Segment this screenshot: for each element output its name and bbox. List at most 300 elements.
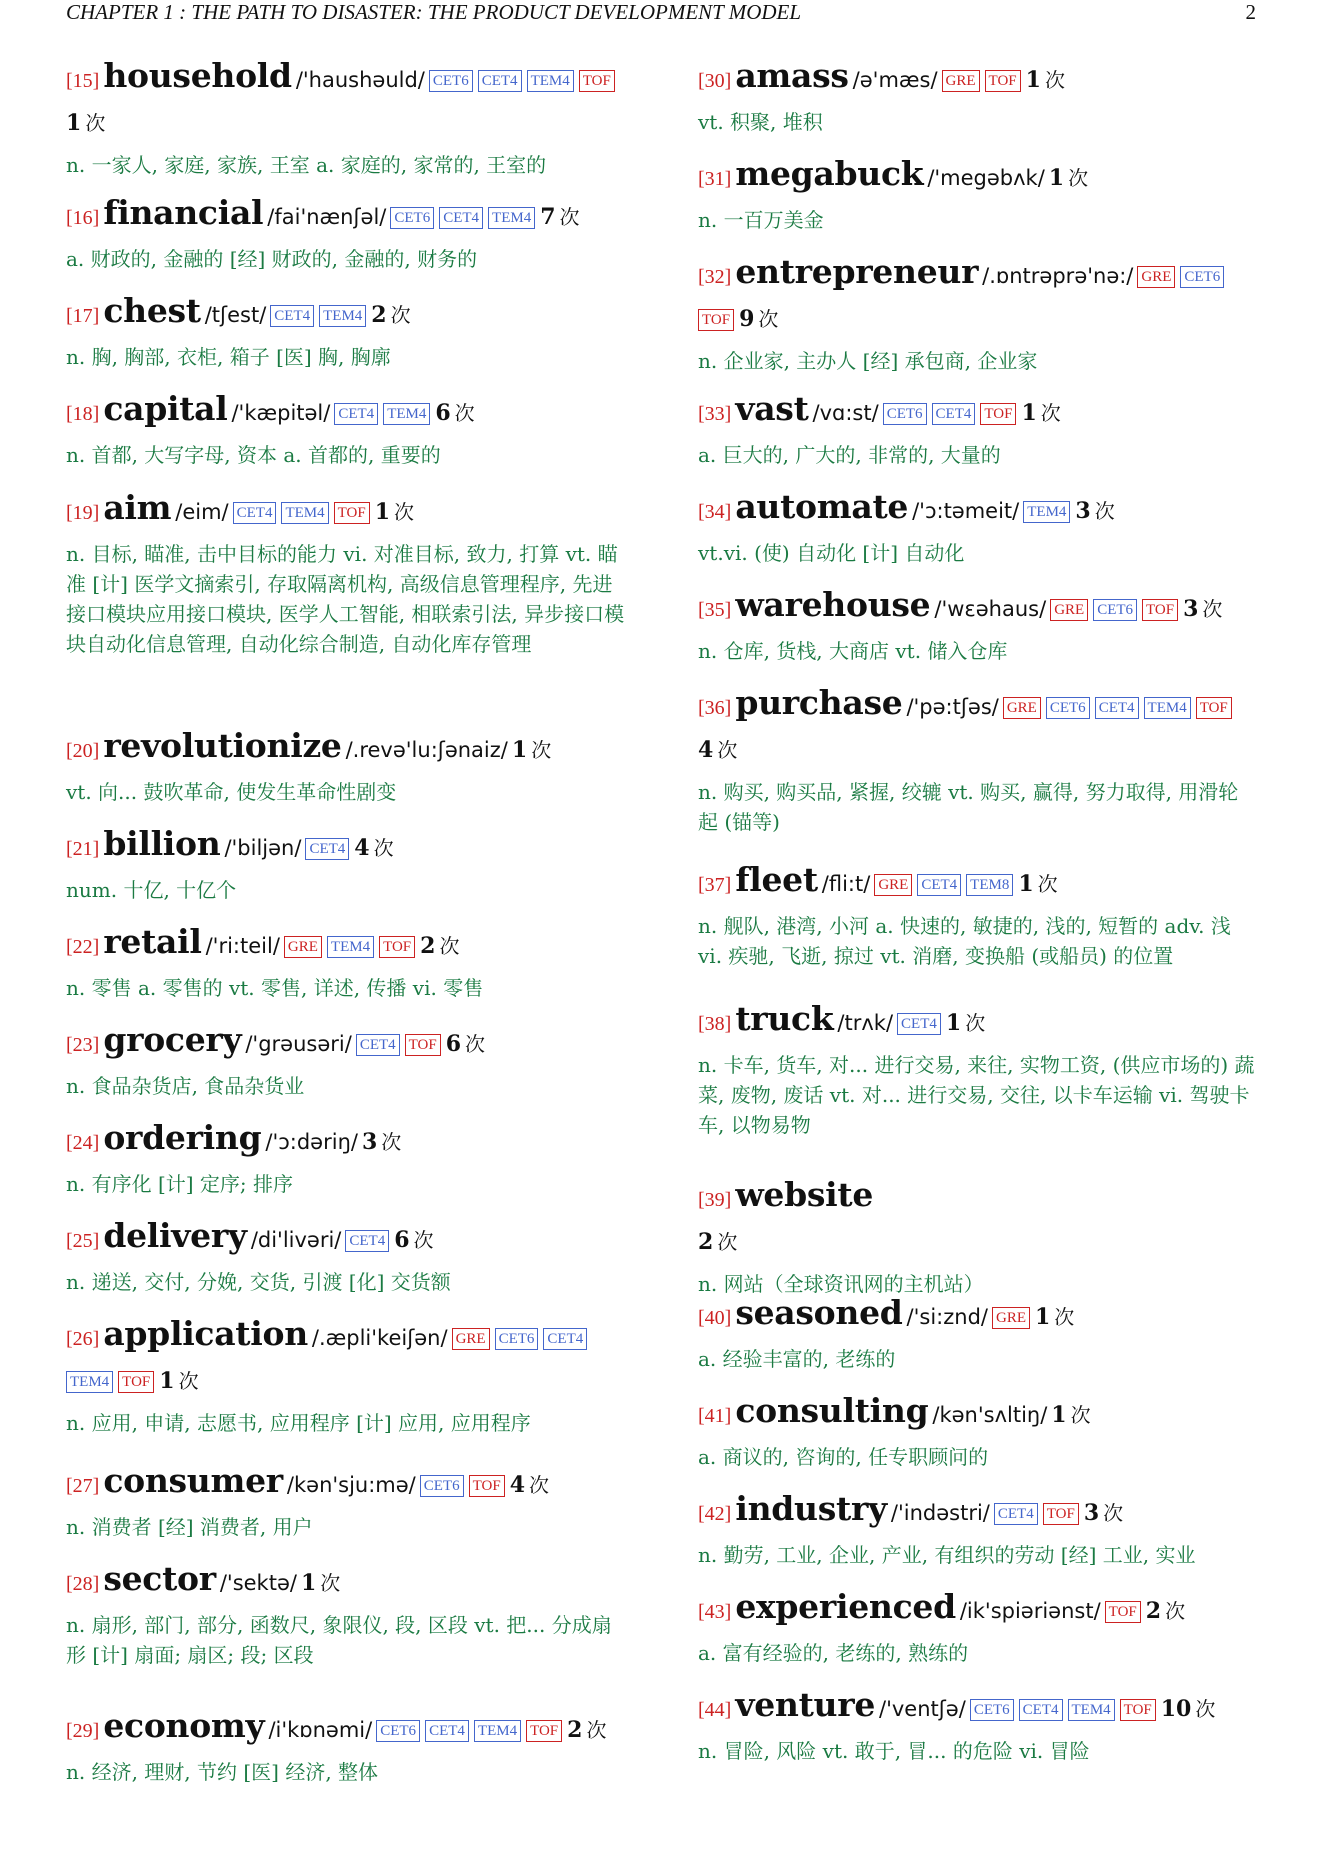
phonetic: /fli:t/ — [821, 872, 871, 896]
definition: n. 一百万美金 — [698, 208, 824, 232]
entry-number: [32] — [698, 266, 732, 288]
headword: amass — [735, 56, 849, 95]
vocab-entry — [66, 1316, 626, 1438]
definition: n. 卡车, 货车, 对... 进行交易, 来往, 实物工资, (供应市场的) 蔬菜, 废物, 废话 vt. 对... 进行交易, 交往, 以卡车运输 vi. 驾驶卡车, 以物易物 — [698, 1053, 1255, 1137]
exam-tag: TOF — [405, 1034, 441, 1056]
exam-tag: CET6 — [1180, 266, 1224, 288]
entry-number: [30] — [698, 70, 732, 92]
occurrence-suffix: 次 — [717, 1230, 738, 1254]
phonetic: /trʌk/ — [837, 1011, 894, 1035]
headword: retail — [103, 922, 202, 961]
occurrence-count: 6 — [445, 1031, 462, 1057]
entry-number: [20] — [66, 740, 100, 762]
occurrence-suffix: 次 — [454, 401, 475, 425]
definition: n. 网站（全球资讯网的主机站） — [698, 1272, 984, 1296]
headword: revolutionize — [103, 726, 342, 765]
page-number: 2 — [1245, 0, 1256, 24]
exam-tag: CET6 — [883, 403, 927, 425]
exam-tag: TOF — [1142, 599, 1178, 621]
phonetic: /'sektə/ — [219, 1571, 297, 1595]
headword: venture — [735, 1685, 876, 1724]
exam-tag: CET4 — [345, 1230, 389, 1252]
exam-tag: CET4 — [425, 1720, 469, 1742]
exam-tag: CET6 — [420, 1475, 464, 1497]
definition: n. 经济, 理财, 节约 [医] 经济, 整体 — [66, 1760, 379, 1784]
exam-tag: TEM4 — [1144, 697, 1191, 719]
phonetic: /'megəbʌk/ — [927, 166, 1045, 190]
definition: a. 经验丰富的, 老练的 — [698, 1347, 896, 1371]
definition: n. 消费者 [经] 消费者, 用户 — [66, 1515, 313, 1539]
entry-headline — [66, 391, 626, 438]
entry-number: [24] — [66, 1132, 100, 1154]
occurrence-count: 1 — [945, 1010, 962, 1036]
exam-tag: TEM4 — [383, 403, 430, 425]
definition: n. 仓库, 货栈, 大商店 vt. 储入仓库 — [698, 639, 1008, 663]
entry-headline — [698, 1687, 1258, 1734]
occurrence-suffix: 次 — [1195, 1697, 1216, 1721]
entry-number: [21] — [66, 838, 100, 860]
headword: vast — [735, 389, 809, 428]
entry-headline — [66, 728, 626, 775]
exam-tag: TEM4 — [327, 936, 374, 958]
vocab-entry — [698, 391, 1258, 470]
definition: n. 一家人, 家庭, 家族, 王室 a. 家庭的, 家常的, 王室的 — [66, 153, 547, 177]
phonetic: /kən'sju:mə/ — [286, 1473, 416, 1497]
entry-number: [27] — [66, 1475, 100, 1497]
entry-headline — [66, 924, 626, 971]
headword: sector — [103, 1559, 216, 1598]
headword: entrepreneur — [735, 252, 979, 291]
entry-headline — [698, 587, 1258, 634]
phonetic: /'biljən/ — [224, 836, 302, 860]
headword: automate — [735, 487, 909, 526]
phonetic: /'pə:tʃəs/ — [906, 695, 999, 719]
occurrence-suffix: 次 — [1068, 166, 1089, 190]
vocab-entry — [66, 1120, 626, 1199]
entry-number: [16] — [66, 207, 100, 229]
exam-tag: CET4 — [478, 70, 522, 92]
definition: n. 舰队, 港湾, 小河 a. 快速的, 敏捷的, 浅的, 短暂的 adv. 浅 vi. 疾驰, 飞逝, 掠过 vt. 消磨, 变换船 (或船员) 的位置 — [698, 914, 1231, 968]
occurrence-suffix: 次 — [1054, 1305, 1075, 1329]
occurrence-suffix: 次 — [1044, 68, 1065, 92]
entry-headline — [66, 826, 626, 873]
occurrence-suffix: 次 — [1070, 1403, 1091, 1427]
entry-number: [29] — [66, 1720, 100, 1742]
vocab-entry — [66, 1708, 626, 1787]
exam-tag: GRE — [452, 1328, 490, 1350]
entry-number: [43] — [698, 1601, 732, 1623]
exam-tag: TOF — [118, 1371, 154, 1393]
headword: chest — [103, 291, 201, 330]
phonetic: /'kæpitəl/ — [231, 401, 331, 425]
exam-tag: CET4 — [334, 403, 378, 425]
entry-number: [41] — [698, 1405, 732, 1427]
vocab-entry — [698, 1001, 1258, 1140]
running-header — [66, 0, 1256, 24]
exam-tag: CET4 — [1019, 1699, 1063, 1721]
phonetic: /kən'sʌltiŋ/ — [932, 1403, 1048, 1427]
vocab-entry — [66, 924, 626, 1003]
exam-tag: CET4 — [356, 1034, 400, 1056]
phonetic: /vɑ:st/ — [812, 401, 879, 425]
headword: application — [103, 1314, 308, 1353]
entry-number: [25] — [66, 1230, 100, 1252]
vocab-entry — [698, 587, 1258, 666]
headword: industry — [735, 1489, 887, 1528]
occurrence-count: 2 — [698, 1229, 714, 1255]
occurrence-count: 1 — [1051, 1402, 1067, 1428]
vocab-entry — [698, 1295, 1258, 1374]
exam-tag: TOF — [980, 403, 1016, 425]
entry-number: [36] — [698, 697, 732, 719]
definition: n. 胸, 胸部, 衣柜, 箱子 [医] 胸, 胸廓 — [66, 345, 391, 369]
entry-number: [35] — [698, 599, 732, 621]
definition: a. 富有经验的, 老练的, 熟练的 — [698, 1641, 969, 1665]
occurrence-count: 3 — [1075, 498, 1091, 524]
occurrence-count: 7 — [540, 204, 556, 230]
exam-tag: TEM4 — [488, 207, 535, 229]
headword: experienced — [735, 1587, 956, 1626]
entry-number: [42] — [698, 1503, 732, 1525]
definition: n. 零售 a. 零售的 vt. 零售, 详述, 传播 vi. 零售 — [66, 976, 484, 1000]
occurrence-count: 1 — [1025, 67, 1041, 93]
occurrence-count: 10 — [1160, 1696, 1192, 1722]
entry-headline — [698, 1491, 1258, 1538]
entry-headline — [698, 1177, 1258, 1267]
phonetic: /'ɔ:təmeit/ — [912, 499, 1020, 523]
exam-tag: TEM4 — [319, 305, 366, 327]
headword: website — [735, 1175, 874, 1214]
entry-headline — [66, 1022, 626, 1069]
entry-headline — [698, 391, 1258, 438]
exam-tag: GRE — [992, 1307, 1030, 1329]
exam-tag: TOF — [1196, 697, 1232, 719]
occurrence-count: 1 — [66, 110, 82, 136]
occurrence-count: 3 — [1083, 1500, 1100, 1526]
headword: purchase — [735, 683, 903, 722]
definition: a. 巨大的, 广大的, 非常的, 大量的 — [698, 443, 1001, 467]
occurrence-suffix: 次 — [381, 1130, 402, 1154]
definition: vt. 积聚, 堆积 — [698, 110, 823, 134]
occurrence-suffix: 次 — [1094, 499, 1115, 523]
occurrence-suffix: 次 — [559, 205, 580, 229]
entry-headline — [66, 58, 626, 148]
vocab-entry — [66, 1218, 626, 1297]
occurrence-suffix: 次 — [586, 1718, 607, 1742]
entry-headline — [698, 58, 1258, 105]
definition: a. 财政的, 金融的 [经] 财政的, 金融的, 财务的 — [66, 247, 478, 271]
exam-tag: TEM4 — [1023, 501, 1070, 523]
vocab-entry — [66, 293, 626, 372]
vocab-entry — [66, 391, 626, 470]
definition: n. 递送, 交付, 分娩, 交货, 引渡 [化] 交货额 — [66, 1270, 451, 1294]
exam-tag: TOF — [526, 1720, 562, 1742]
entry-headline — [66, 1708, 626, 1755]
entry-number: [37] — [698, 874, 732, 896]
occurrence-count: 9 — [739, 306, 755, 332]
occurrence-suffix: 次 — [1037, 872, 1058, 896]
headword: capital — [103, 389, 228, 428]
exam-tag: TOF — [334, 502, 370, 524]
occurrence-suffix: 次 — [531, 738, 552, 762]
occurrence-count: 1 — [1018, 871, 1034, 897]
phonetic: /ə'mæs/ — [852, 68, 938, 92]
exam-tag: GRE — [942, 70, 980, 92]
exam-tag: CET4 — [305, 838, 349, 860]
vocab-entry — [698, 1491, 1258, 1570]
entry-number: [40] — [698, 1307, 732, 1329]
occurrence-count: 4 — [698, 737, 714, 763]
headword: megabuck — [735, 154, 924, 193]
phonetic: /'haushəuld/ — [295, 68, 425, 92]
exam-tag: CET4 — [270, 305, 314, 327]
definition: n. 目标, 瞄准, 击中目标的能力 vi. 对准目标, 致力, 打算 vt. 瞄准 [计] 医学文摘索引, 存取隔离机构, 高级信息管理程序, 先进接口模块应用接口模块, 医学人工智能, 相联索引法, 异步接口模块自动化信息管理, 自动化综合制造, 自动化库存管理 — [66, 542, 625, 656]
occurrence-suffix: 次 — [1040, 401, 1061, 425]
entry-number: [22] — [66, 936, 100, 958]
exam-tag: TEM4 — [474, 1720, 521, 1742]
phonetic: /'ɔ:dəriŋ/ — [265, 1130, 358, 1154]
vocab-entry — [66, 195, 626, 274]
vocab-entry — [66, 728, 626, 807]
exam-tag: TEM4 — [527, 70, 574, 92]
entry-number: [15] — [66, 70, 100, 92]
phonetic: /.revə'lu:ʃənaiz/ — [345, 738, 508, 762]
entry-headline — [66, 490, 626, 537]
definition: n. 扇形, 部门, 部分, 函数尺, 象限仪, 段, 区段 vt. 把... 分成扇形 [计] 扇面; 扇区; 段; 区段 — [66, 1613, 612, 1667]
occurrence-suffix: 次 — [1202, 597, 1223, 621]
occurrence-suffix: 次 — [85, 111, 106, 135]
phonetic: /ik'spiəriənst/ — [959, 1599, 1101, 1623]
vocab-entry — [698, 58, 1258, 137]
entry-headline — [698, 156, 1258, 203]
definition: num. 十亿, 十亿个 — [66, 878, 237, 902]
entry-headline — [698, 862, 1258, 909]
vocab-entry — [66, 1463, 626, 1542]
occurrence-suffix: 次 — [439, 934, 460, 958]
phonetic: /.æpli'keiʃən/ — [311, 1326, 448, 1350]
entry-headline — [66, 1561, 626, 1608]
exam-tag: GRE — [1050, 599, 1088, 621]
exam-tag: GRE — [284, 936, 322, 958]
entry-number: [23] — [66, 1034, 100, 1056]
occurrence-count: 2 — [1145, 1598, 1162, 1624]
entry-headline — [698, 1295, 1258, 1342]
vocab-entry — [66, 1561, 626, 1670]
occurrence-count: 2 — [567, 1717, 583, 1743]
entry-headline — [66, 195, 626, 242]
exam-tag: GRE — [1137, 266, 1175, 288]
entry-headline — [66, 1120, 626, 1167]
headword: seasoned — [735, 1293, 903, 1332]
exam-tag: CET6 — [495, 1328, 539, 1350]
occurrence-count: 2 — [420, 933, 436, 959]
exam-tag: TOF — [698, 309, 734, 331]
headword: delivery — [103, 1216, 247, 1255]
occurrence-count: 1 — [159, 1368, 175, 1394]
occurrence-count: 2 — [371, 302, 387, 328]
vocab-entry — [698, 156, 1258, 235]
definition: n. 食品杂货店, 食品杂货业 — [66, 1074, 305, 1098]
definition: a. 商议的, 咨询的, 任专职顾问的 — [698, 1445, 989, 1469]
exam-tag: TOF — [1105, 1601, 1141, 1623]
occurrence-count: 1 — [511, 737, 528, 763]
entry-headline — [698, 1001, 1258, 1048]
vocab-entry — [66, 1022, 626, 1101]
exam-tag: CET6 — [1046, 697, 1090, 719]
exam-tag: CET4 — [1095, 697, 1139, 719]
occurrence-count: 1 — [374, 499, 391, 525]
headword: consumer — [103, 1461, 283, 1500]
entry-number: [18] — [66, 403, 100, 425]
exam-tag: CET4 — [439, 207, 483, 229]
exam-tag: CET6 — [970, 1699, 1014, 1721]
headword: truck — [735, 999, 834, 1038]
headword: fleet — [735, 860, 818, 899]
headword: household — [103, 56, 292, 95]
occurrence-suffix: 次 — [965, 1011, 986, 1035]
definition: n. 冒险, 风险 vt. 敢于, 冒... 的危险 vi. 冒险 — [698, 1739, 1090, 1763]
exam-tag: CET4 — [233, 502, 277, 524]
exam-tag: CET6 — [1093, 599, 1137, 621]
headword: aim — [103, 488, 172, 527]
phonetic: /'wεəhaus/ — [934, 597, 1047, 621]
exam-tag: CET6 — [376, 1720, 420, 1742]
phonetic: /di'livəri/ — [250, 1228, 342, 1252]
exam-tag: TOF — [379, 936, 415, 958]
entry-number: [19] — [66, 502, 100, 524]
vocab-entry — [66, 826, 626, 905]
occurrence-count: 1 — [1034, 1304, 1051, 1330]
entry-headline — [66, 1463, 626, 1510]
entry-number: [44] — [698, 1699, 732, 1721]
entry-headline — [698, 685, 1258, 775]
definition: n. 有序化 [计] 定序; 排序 — [66, 1172, 294, 1196]
exam-tag: TEM4 — [1068, 1699, 1115, 1721]
occurrence-suffix: 次 — [1103, 1501, 1124, 1525]
phonetic: /'ri:teil/ — [205, 934, 280, 958]
exam-tag: CET4 — [994, 1503, 1038, 1525]
exam-tag: CET6 — [390, 207, 434, 229]
occurrence-suffix: 次 — [465, 1032, 486, 1056]
headword: billion — [103, 824, 221, 863]
definition: n. 应用, 申请, 志愿书, 应用程序 [计] 应用, 应用程序 — [66, 1411, 531, 1435]
entry-headline — [698, 254, 1258, 344]
occurrence-suffix: 次 — [373, 836, 394, 860]
phonetic: /fai'nænʃəl/ — [267, 205, 387, 229]
exam-tag: TEM8 — [966, 874, 1013, 896]
occurrence-suffix: 次 — [758, 307, 779, 331]
exam-tag: CET4 — [897, 1013, 941, 1035]
phonetic: /i'kɒnəmi/ — [268, 1718, 373, 1742]
entry-headline — [698, 489, 1258, 536]
headword: consulting — [735, 1391, 929, 1430]
vocab-entry — [698, 1177, 1258, 1299]
entry-headline — [66, 1316, 626, 1406]
vocab-entry — [698, 1687, 1258, 1766]
entry-headline — [698, 1393, 1258, 1440]
exam-tag: TEM4 — [66, 1371, 113, 1393]
phonetic: /'indəstri/ — [890, 1501, 990, 1525]
exam-tag: TOF — [1120, 1699, 1156, 1721]
phonetic: /eim/ — [175, 500, 229, 524]
occurrence-count: 3 — [1183, 596, 1199, 622]
phonetic: /'si:znd/ — [906, 1305, 988, 1329]
vocab-entry — [66, 490, 626, 659]
definition: n. 勤劳, 工业, 企业, 产业, 有组织的劳动 [经] 工业, 实业 — [698, 1543, 1196, 1567]
exam-tag: GRE — [874, 874, 912, 896]
exam-tag: CET4 — [917, 874, 961, 896]
headword: ordering — [103, 1118, 262, 1157]
phonetic: /.ɒntrəprə'nə:/ — [982, 264, 1134, 288]
occurrence-count: 4 — [509, 1472, 525, 1498]
vocab-entry — [698, 1589, 1258, 1668]
occurrence-count: 4 — [354, 835, 370, 861]
phonetic: /'grəusəri/ — [245, 1032, 352, 1056]
vocab-entry — [698, 685, 1258, 837]
occurrence-count: 1 — [1048, 165, 1065, 191]
entry-number: [33] — [698, 403, 732, 425]
definition: vt.vi. (使) 自动化 [计] 自动化 — [698, 541, 965, 565]
occurrence-count: 3 — [361, 1129, 378, 1155]
entry-number: [17] — [66, 305, 100, 327]
occurrence-count: 1 — [300, 1570, 317, 1596]
headword: warehouse — [735, 585, 931, 624]
definition: n. 购买, 购买品, 紧握, 绞辘 vt. 购买, 赢得, 努力取得, 用滑轮起 (锚等) — [698, 780, 1239, 834]
occurrence-suffix: 次 — [1165, 1599, 1186, 1623]
entry-headline — [66, 1218, 626, 1265]
headword: economy — [103, 1706, 265, 1745]
entry-number: [28] — [66, 1573, 100, 1595]
entry-number: [34] — [698, 501, 732, 523]
definition: n. 首都, 大写字母, 资本 a. 首都的, 重要的 — [66, 443, 441, 467]
exam-tag: TOF — [1043, 1503, 1079, 1525]
occurrence-suffix: 次 — [394, 500, 415, 524]
headword: financial — [103, 193, 264, 232]
vocab-entry — [698, 862, 1258, 971]
entry-headline — [698, 1589, 1258, 1636]
exam-tag: TOF — [469, 1475, 505, 1497]
exam-tag: TOF — [579, 70, 615, 92]
occurrence-suffix: 次 — [413, 1228, 434, 1252]
headword: grocery — [103, 1020, 242, 1059]
entry-number: [31] — [698, 168, 732, 190]
exam-tag: CET4 — [932, 403, 976, 425]
exam-tag: GRE — [1003, 697, 1041, 719]
occurrence-count: 6 — [394, 1227, 410, 1253]
exam-tag: CET6 — [429, 70, 473, 92]
entry-headline — [66, 293, 626, 340]
entry-number: [38] — [698, 1013, 732, 1035]
entry-number: [39] — [698, 1189, 732, 1211]
occurrence-suffix: 次 — [320, 1571, 341, 1595]
occurrence-suffix: 次 — [178, 1369, 199, 1393]
phonetic: /tʃest/ — [204, 303, 267, 327]
definition: n. 企业家, 主办人 [经] 承包商, 企业家 — [698, 349, 1038, 373]
entry-number: [26] — [66, 1328, 100, 1350]
occurrence-suffix: 次 — [390, 303, 411, 327]
vocab-entry — [698, 254, 1258, 376]
exam-tag: CET4 — [543, 1328, 587, 1350]
exam-tag: TEM4 — [281, 502, 328, 524]
definition: vt. 向... 鼓吹革命, 使发生革命性剧变 — [66, 780, 397, 804]
occurrence-suffix: 次 — [717, 738, 738, 762]
chapter-title: CHAPTER 1 : THE PATH TO DISASTER: THE PRODUCT DEVELOPMENT MODEL — [66, 0, 802, 24]
occurrence-suffix: 次 — [529, 1473, 549, 1497]
vocab-entry — [698, 489, 1258, 568]
occurrence-count: 1 — [1021, 400, 1037, 426]
vocab-entry — [66, 58, 626, 180]
exam-tag: TOF — [985, 70, 1021, 92]
